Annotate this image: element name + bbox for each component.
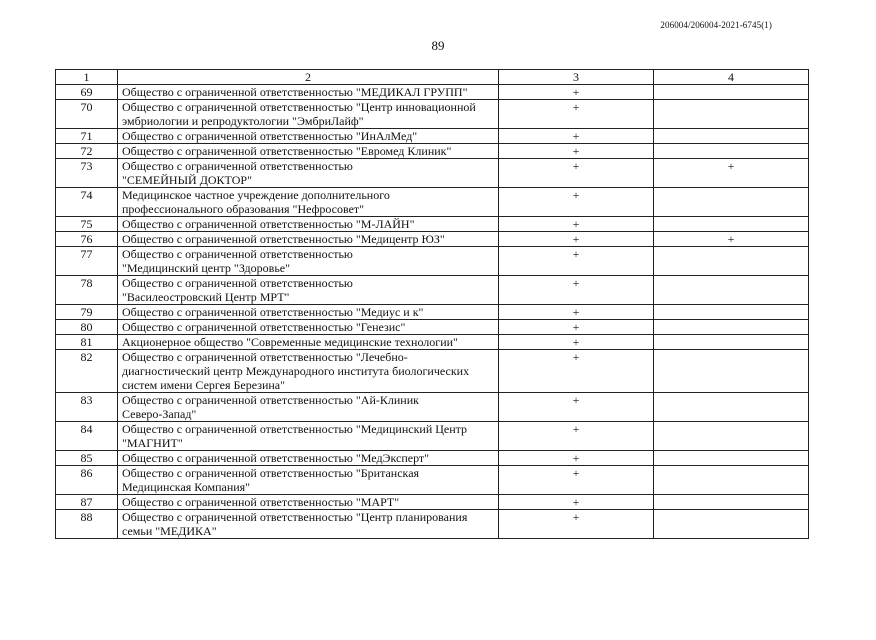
column-4-mark [654, 100, 809, 129]
table-row [56, 247, 809, 276]
column-4-mark [654, 217, 809, 232]
organization-name-line: Общество с ограниченной ответственностью "МАРТ" [122, 495, 400, 509]
column-4-mark [654, 466, 809, 495]
organization-name-line: "Медицинский центр "Здоровье" [122, 261, 291, 275]
organization-name-line: Общество с ограниченной ответственностью [122, 159, 353, 173]
row-number: 73 [56, 159, 118, 188]
row-number: 75 [56, 217, 118, 232]
column-header-2: 2 [118, 70, 499, 85]
column-3-mark: + [499, 217, 654, 232]
column-3-mark: + [499, 85, 654, 100]
column-4-mark [654, 320, 809, 335]
column-3-mark: + [499, 495, 654, 510]
column-3-mark: + [499, 159, 654, 188]
organization-name-line: Медицинская Компания" [122, 480, 251, 494]
row-number: 70 [56, 100, 118, 129]
column-3-mark: + [499, 129, 654, 144]
column-header-1: 1 [56, 70, 118, 85]
table-row [56, 276, 809, 305]
organization-name [118, 422, 499, 451]
page-number: 89 [431, 38, 445, 53]
table-row [56, 100, 809, 129]
column-3-mark: + [499, 466, 654, 495]
organization-name [118, 276, 499, 305]
organizations-table [55, 69, 809, 539]
row-number: 69 [56, 85, 118, 100]
organization-name-line: семьи "МЕДИКА" [122, 524, 217, 538]
organization-name [118, 129, 499, 144]
row-number: 78 [56, 276, 118, 305]
row-number: 72 [56, 144, 118, 159]
table-row [56, 305, 809, 320]
column-3-mark: + [499, 320, 654, 335]
table-row [56, 188, 809, 217]
column-4-mark [654, 85, 809, 100]
organization-name-line: Общество с ограниченной ответственностью "Генезис" [122, 320, 406, 334]
column-4-mark [654, 305, 809, 320]
organization-name-line: Общество с ограниченной ответственностью "Центр инновационной [122, 100, 476, 114]
column-3-mark: + [499, 305, 654, 320]
column-3-mark: + [499, 350, 654, 393]
organization-name-line: профессионального образования "Нефросовет" [122, 202, 365, 216]
row-number: 71 [56, 129, 118, 144]
table-row [56, 422, 809, 451]
table-body [56, 85, 809, 539]
column-4-mark [654, 451, 809, 466]
organization-name-line: Северо-Запад" [122, 407, 197, 421]
row-number: 86 [56, 466, 118, 495]
organization-name-line: Общество с ограниченной ответственностью "Медицинский Центр [122, 422, 468, 436]
column-4-mark [654, 393, 809, 422]
row-number: 74 [56, 188, 118, 217]
row-number: 85 [56, 451, 118, 466]
organization-name [118, 159, 499, 188]
table-row [56, 217, 809, 232]
column-4-mark [654, 510, 809, 539]
row-number: 76 [56, 232, 118, 247]
organization-name-line: "МАГНИТ" [122, 436, 183, 450]
organization-name-line: Общество с ограниченной ответственностью "Ай-Клиник [122, 393, 419, 407]
document-id: 206004/206004-2021-6745(1) [660, 20, 772, 30]
table-row [56, 510, 809, 539]
organization-name-line: диагностический центр Международного института биологических [122, 364, 470, 378]
column-4-mark [654, 495, 809, 510]
organization-name [118, 466, 499, 495]
column-3-mark: + [499, 100, 654, 129]
organization-name [118, 320, 499, 335]
table-row [56, 495, 809, 510]
table-row [56, 393, 809, 422]
column-3-mark: + [499, 422, 654, 451]
table-row [56, 144, 809, 159]
organization-name [118, 232, 499, 247]
organization-name-line: систем имени Сергея Березина" [122, 378, 286, 392]
organization-name-line: Общество с ограниченной ответственностью "ИнАлМед" [122, 129, 418, 143]
organization-name-line: Общество с ограниченной ответственностью [122, 247, 353, 261]
column-4-mark [654, 129, 809, 144]
column-4-mark [654, 350, 809, 393]
organization-name [118, 350, 499, 393]
organization-name-line: Общество с ограниченной ответственностью [122, 276, 353, 290]
organization-name-line: Общество с ограниченной ответственностью "Британская [122, 466, 420, 480]
table-row [56, 320, 809, 335]
column-3-mark: + [499, 232, 654, 247]
organization-name-line: Общество с ограниченной ответственностью "Медицентр ЮЗ" [122, 232, 445, 246]
organization-name [118, 188, 499, 217]
organization-name-line: Акционерное общество "Современные медицинские технологии" [122, 335, 458, 349]
organization-name [118, 217, 499, 232]
column-header-3: 3 [499, 70, 654, 85]
organization-name-line: Общество с ограниченной ответственностью "Центр планирования [122, 510, 468, 524]
organization-name-line: Общество с ограниченной ответственностью "Евромед Клиник" [122, 144, 452, 158]
organization-name-line: Общество с ограниченной ответственностью "Медиус и к" [122, 305, 424, 319]
column-3-mark: + [499, 451, 654, 466]
table-row [56, 232, 809, 247]
organization-name-line: Медицинское частное учреждение дополнительного [122, 188, 390, 202]
table-row [56, 350, 809, 393]
organization-name-line: Общество с ограниченной ответственностью "М-ЛАЙН" [122, 217, 415, 231]
row-number: 80 [56, 320, 118, 335]
column-4-mark [654, 335, 809, 350]
column-3-mark: + [499, 188, 654, 217]
column-4-mark [654, 144, 809, 159]
row-number: 83 [56, 393, 118, 422]
column-4-mark: + [654, 159, 809, 188]
organization-name-line: Общество с ограниченной ответственностью "Лечебно- [122, 350, 408, 364]
organization-name-line: эмбриологии и репродуктологии "ЭмбриЛайф" [122, 114, 364, 128]
row-number: 82 [56, 350, 118, 393]
organization-name [118, 335, 499, 350]
column-4-mark [654, 422, 809, 451]
column-3-mark: + [499, 276, 654, 305]
table-row [56, 85, 809, 100]
column-3-mark: + [499, 247, 654, 276]
organization-name [118, 451, 499, 466]
row-number: 84 [56, 422, 118, 451]
table-header-row [56, 70, 809, 85]
row-number: 87 [56, 495, 118, 510]
row-number: 81 [56, 335, 118, 350]
organization-name [118, 495, 499, 510]
column-3-mark: + [499, 510, 654, 539]
column-4-mark: + [654, 232, 809, 247]
column-4-mark [654, 276, 809, 305]
column-3-mark: + [499, 144, 654, 159]
organization-name [118, 247, 499, 276]
column-3-mark: + [499, 335, 654, 350]
organization-name [118, 100, 499, 129]
table-row [56, 159, 809, 188]
organization-name [118, 85, 499, 100]
row-number: 77 [56, 247, 118, 276]
row-number: 79 [56, 305, 118, 320]
row-number: 88 [56, 510, 118, 539]
organization-name-line: "СЕМЕЙНЫЙ ДОКТОР" [122, 173, 252, 187]
table-row [56, 466, 809, 495]
table-row [56, 335, 809, 350]
column-3-mark: + [499, 393, 654, 422]
table-row [56, 451, 809, 466]
organization-name [118, 305, 499, 320]
table-row [56, 129, 809, 144]
organization-name [118, 144, 499, 159]
organization-name-line: "Василеостровский Центр МРТ" [122, 290, 290, 304]
organization-name [118, 510, 499, 539]
column-4-mark [654, 247, 809, 276]
column-header-4: 4 [654, 70, 809, 85]
organization-name [118, 393, 499, 422]
organization-name-line: Общество с ограниченной ответственностью "МедЭксперт" [122, 451, 430, 465]
organization-name-line: Общество с ограниченной ответственностью "МЕДИКАЛ ГРУПП" [122, 85, 468, 99]
column-4-mark [654, 188, 809, 217]
